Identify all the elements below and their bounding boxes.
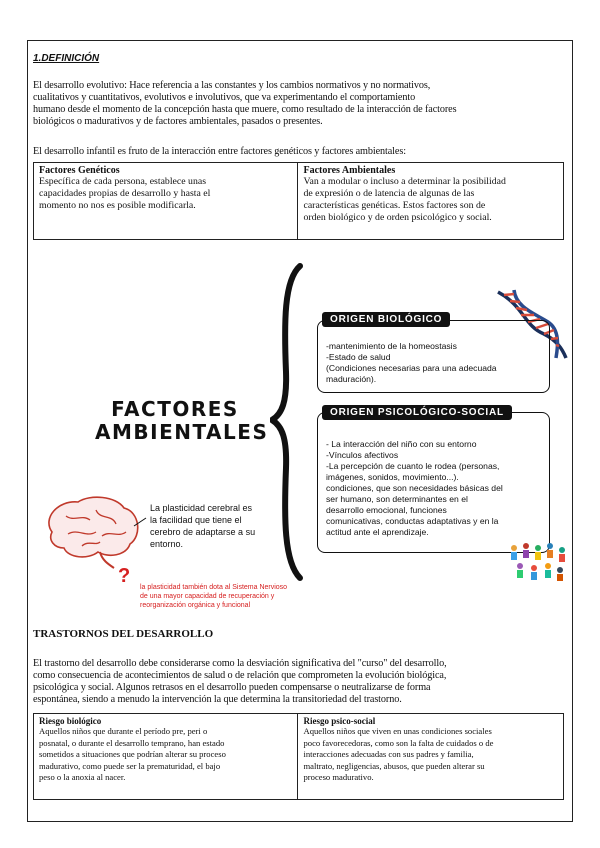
- ambiental-line: características genéticas. Estos factores son de: [303, 200, 486, 211]
- disorders-line: psicológica y social. Algunos retrasos en el desarrollo pueden compensarse o neutralizarse de forma: [33, 682, 431, 693]
- question-mark-icon: ?: [118, 565, 131, 587]
- psy-risk-line: poco favorecedoras, como son la falta de cuidados o de: [303, 737, 494, 748]
- psy-risk-line: maltrato, negligencias, abusos, que pueden alterar su: [303, 760, 485, 771]
- factors-table: [33, 162, 564, 240]
- bio-origin-label: ORIGEN BIOLÓGICO: [322, 312, 450, 327]
- ambiental-line: Van a modular o incluso a determinar la posibilidad: [303, 176, 506, 187]
- psy-risk-line: Aquellos niños que viven en unas condiciones sociales: [303, 726, 492, 736]
- risk-table: [33, 713, 564, 800]
- bio-risk-line: peso o la anoxia al nacer.: [39, 772, 126, 782]
- psy-origin-text: - La interacción del niño con su entorno -Vínculos afectivos -La percepción de cuanto le rodea (personas, imágenes, sonidos, movimiento...). condiciones, que son necesidades básicas del ser humano, son determinantes en el desarrollo emocional, funciones comunicativas, conductas adaptativas y en la actitud ante el aprendizaje.: [326, 439, 503, 537]
- disorders-line: espontánea, siendo a menudo la intervención la que determina la transitoriedad del trastorno.: [33, 694, 402, 705]
- genetic-title: Factores Genéticos: [39, 165, 120, 176]
- bio-risk-title: Riesgo biológico: [39, 716, 102, 726]
- bio-risk-line: sometidos a situaciones que podrían alterar su proceso: [39, 749, 226, 759]
- psy-origin-label: ORIGEN PSICOLÓGICO-SOCIAL: [322, 405, 512, 420]
- genetic-line: Específica de cada persona, establece unas: [39, 176, 207, 187]
- genetic-line: capacidades propias de desarrollo y hasta el: [39, 188, 211, 199]
- diagram-title-line: FACTORES: [111, 397, 239, 421]
- disorders-line: como consecuencia de acontecimientos de salud o de relación que comprometen la evolución biológica,: [33, 670, 447, 681]
- brain-plasticity-text: La plasticidad cerebral es la facilidad que tiene el cerebro de adaptarse a su entorno.: [150, 503, 256, 549]
- genetic-line: momento no nos es posible modificarla.: [39, 200, 196, 211]
- section-title-definition: 1.DEFINICIÓN: [33, 53, 100, 64]
- ambiental-cell: [298, 163, 564, 240]
- bio-origin-text: -mantenimiento de la homeostasis -Estado de salud (Condiciones necesarias para una adecuada maduración).: [326, 341, 497, 384]
- brain-icon: [38, 492, 148, 572]
- ambiental-line: de expresión o de latencia de algunas de las: [303, 188, 475, 199]
- bio-risk-line: posnatal, o durante el desarrollo temprano, han estado: [39, 737, 225, 748]
- psy-origin-box: [317, 412, 550, 553]
- definition-line: biológicos o madurativos y de factores ambientales, pasados o presentes.: [33, 116, 323, 127]
- genetic-cell: [34, 163, 298, 240]
- psy-risk-title: Riesgo psico-social: [303, 716, 376, 726]
- diagram-title-line: AMBIENTALES: [95, 420, 269, 444]
- psy-risk-cell: [298, 714, 564, 800]
- diagram-title: [95, 397, 269, 444]
- definition-line: humano desde el momento de la concepción hasta que muere, como resultado de la interacción de factores: [33, 104, 457, 115]
- section-title-disorders: TRASTORNOS DEL DESARROLLO: [33, 628, 214, 640]
- disorders-paragraph: [33, 658, 573, 706]
- interaction-sentence: El desarrollo infantil es fruto de la interacción entre factores genéticos y factores ambientales:: [33, 146, 406, 157]
- psy-risk-line: proceso madurativo.: [303, 772, 374, 782]
- bio-origin-box: [317, 320, 550, 393]
- bio-risk-line: madurativo, como puede ser la prematuridad, el bajo: [39, 760, 221, 771]
- ambiental-title: Factores Ambientales: [303, 165, 396, 176]
- bio-risk-cell: [34, 714, 298, 800]
- plasticity-note: la plasticidad también dota al Sistema Nervioso de una mayor capacidad de recuperación y reorganización orgánica y funcional: [140, 584, 288, 609]
- definition-paragraph: [33, 80, 568, 128]
- definition-line: El desarrollo evolutivo: Hace referencia a las constantes y los cambios normativos y no normativos,: [33, 80, 431, 91]
- ambiental-line: orden biológico y de orden psicológico y social.: [303, 212, 492, 223]
- bio-risk-line: Aquellos niños que durante el período pre, peri o: [39, 726, 208, 736]
- psy-risk-line: interacciones adecuadas con sus padres y familia,: [303, 749, 474, 759]
- children-group-icon: [508, 540, 572, 582]
- disorders-line: El trastorno del desarrollo debe considerarse como la desviación significativa del "curso" del desarrollo,: [33, 658, 447, 669]
- definition-line: cualitativos y cuantitativos, evolutivos e involutivos, que va experimentando el comportamiento: [33, 92, 416, 103]
